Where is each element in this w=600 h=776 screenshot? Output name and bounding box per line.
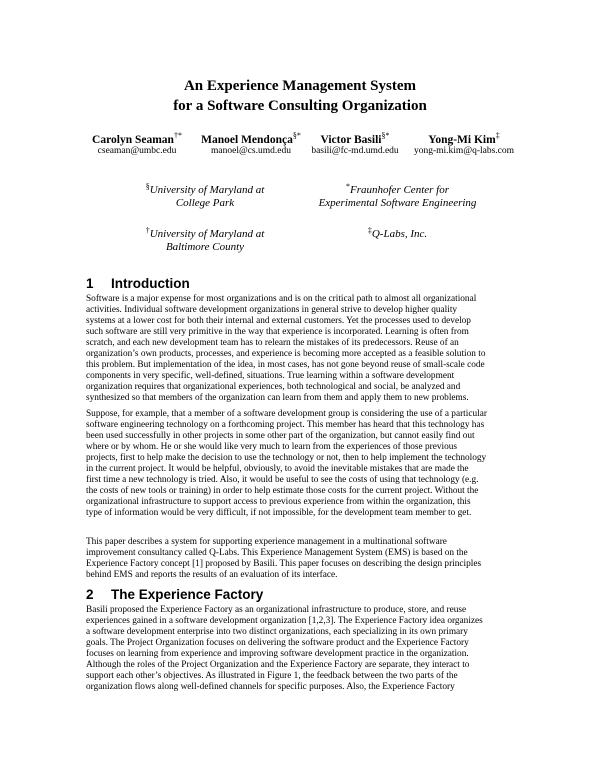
author-name: Carolyn Seaman†*: [92, 131, 182, 146]
affiliation-mark: †: [145, 226, 150, 235]
affiliation: *Fraunhofer Center for Experimental Software Engineering: [318, 182, 477, 209]
author-block: [300, 131, 410, 156]
affiliation-mark: *: [346, 182, 350, 191]
section-heading-introduction: 1 Introduction: [86, 276, 190, 291]
author-name: Yong-Mi Kim‡: [428, 131, 500, 146]
paper-title-line-1: An Experience Management System: [183, 78, 417, 94]
author-name: Manoel Mendonça§*: [201, 131, 301, 146]
affiliation-mark: §: [145, 182, 150, 191]
author-block: [196, 131, 306, 156]
paper-title-line-2: for a Software Consulting Organization: [173, 98, 427, 114]
affiliation: §University of Maryland at College Park: [145, 182, 265, 209]
author-mark: §*: [292, 131, 301, 140]
author-email: basili@fc-md.umd.edu: [311, 146, 399, 156]
paragraph: Suppose, for example, that a member of a software development group is considering the use of a particular software engineering technology on a forthcoming project. This member has heard that this technology has been used successfully in other projects in some other part of the organization, but cannot easily find out where or by whom. He or she would like very much to learn from the experiences of those previous projects, first to help make the decision to use the technology or not, then to help implement the technology in the current project. It would be helpful, obviously, to avoid the inevitable mistakes that are made the first time a new technology is tried. Also, it would be useful to see the costs of using that technology (e.g. the costs of new tools or training) in order to help estimate those costs for the current project. Without the organizational infrastructure to support access to previous experience from within the organization, this type of information would be very difficult, if not impossible, for the development team member to get.: [86, 409, 487, 519]
author-email: yong-mi.kim@q-labs.com: [413, 146, 515, 156]
author-mark: §*: [381, 131, 390, 140]
author-block: [78, 131, 196, 156]
paragraph: This paper describes a system for supporting experience management in a multinational software improvement consultancy called Q-Labs. This Experience Management System (EMS) is based on the Experience Factory concept [1] proposed by Basili. This paper focuses on describing the design principles behind EMS and reports the results of an evaluation of its interface.: [86, 537, 482, 581]
author-email: manoel@cs.umd.edu: [211, 146, 291, 156]
author-email: cseaman@umbc.edu: [97, 146, 177, 156]
paragraph: Basili proposed the Experience Factory as an organizational infrastructure to produce, store, and reuse experiences gained in a software development organization [1,2,3]. The Experience Factory idea organizes a software development enterprise into two distinct organizations, each specializing in its own primary goals. The Project Organization focuses on delivering the software product and the Experience Factory focuses on learning from experience and improving software development practice in the organization. Although the roles of the Project Organization and the Experience Factory are separate, they interact to support each other’s objectives. As illustrated in Figure 1, the feedback between the two parts of the organization flows along well-defined channels for specific purposes. Also, the Experience Factory: [86, 605, 483, 693]
author-name: Victor Basili§*: [320, 131, 390, 146]
author-mark: †*: [173, 131, 182, 140]
paragraph: Software is a major expense for most organizations and is on the critical path to almost all organizational activities. Individual software development organizations in general strive to develop higher quality systems at a lower cost for both their internal and external customers. Yet the processes used to develop such software are still very primitive in the way that experience is incorporated. Learning is often from scratch, and each new development team has to relearn the mistakes of its predecessors. Reuse of an organization’s own products, processes, and experience is becoming more accepted as a feasible solution to this problem. But implementation of the idea, in most cases, has not gone beyond reuse of small-scale code components in very specific, well-defined, situations. True learning within a software development organization requires that organizational experiences, both technological and social, be analyzed and synthesized so that members of the organization can learn from them and apply them to new problems.: [86, 294, 486, 404]
section-heading-experience-factory: 2 The Experience Factory: [86, 587, 264, 602]
author-mark: ‡: [495, 131, 500, 140]
affiliation: ‡Q-Labs, Inc.: [367, 226, 428, 240]
affiliation-mark: ‡: [367, 226, 372, 235]
author-block: [402, 131, 526, 156]
affiliation: †University of Maryland at Baltimore County: [145, 226, 265, 253]
